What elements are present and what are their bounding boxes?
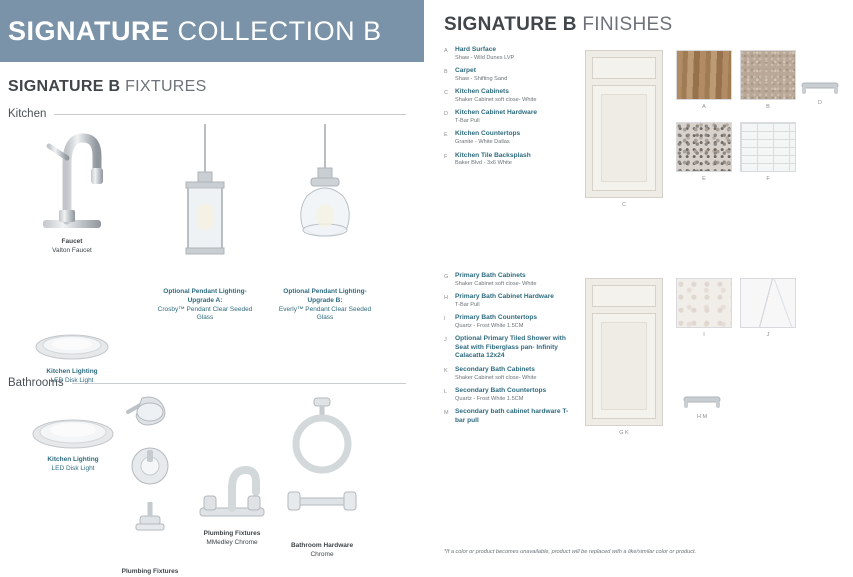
spec-key: L — [444, 389, 448, 396]
spec-sub: Shaker Cabinet soft close- White — [455, 280, 537, 287]
fixture-caption-pendant-b — [270, 288, 380, 323]
fixture-caption-lav-faucet — [186, 530, 278, 548]
spec-sub: T-Bar Pull — [455, 117, 480, 124]
spec-sub: Shaw - Wild Dunes LVP — [455, 54, 515, 61]
spec-key: D — [444, 111, 448, 118]
spec-key: C — [444, 90, 448, 97]
swatch-label-i: I — [703, 332, 705, 338]
spec-name: Secondary Bath Cabinets — [455, 366, 535, 374]
footnote: *If a color or product becomes unavailable, product will be replaced with a like/similar color or product. — [444, 549, 697, 555]
swatch-bath-cabinet — [585, 278, 663, 426]
spec-key: H — [444, 295, 448, 302]
page-title — [0, 16, 382, 47]
spec-name: Optional Primary Tiled Shower with Seat with Fiberglass pan- Infinity Calacatta 12x24 — [455, 335, 566, 360]
fixtures-title-bold: SIGNATURE B — [8, 78, 121, 95]
swatch-label-b: B — [766, 104, 770, 110]
swatch-label-f: F — [766, 176, 770, 182]
shower-trim-icon — [114, 390, 186, 562]
spec-name: Primary Bath Cabinets — [455, 272, 526, 279]
swatch-quartz-frost-white — [676, 278, 732, 328]
fixture-tile-plumbing-trim — [100, 390, 200, 577]
swatch-carpet — [740, 50, 796, 100]
towel-ring-icon — [282, 392, 362, 538]
t-bar-pull-icon — [680, 390, 724, 410]
swatch-backsplash — [740, 122, 796, 172]
spec-row — [444, 67, 574, 83]
bath-hardware-title: Bathroom Hardware — [290, 542, 354, 549]
page-title-light: COLLECTION B — [177, 15, 382, 46]
disk-light-icon — [32, 330, 112, 364]
spec-sub: T-Bar Pull — [455, 301, 480, 308]
spec-key: B — [444, 69, 448, 76]
page-title-bold: SIGNATURE — [8, 15, 170, 46]
spec-key: I — [444, 316, 446, 323]
finishes-title-light: FINISHES — [582, 14, 673, 35]
fixture-tile-bath-hardware — [272, 392, 372, 560]
spec-name: Hard Surface — [455, 46, 497, 53]
spec-row — [444, 408, 574, 425]
spec-row — [444, 130, 574, 146]
fixture-caption-pendant-a — [150, 288, 260, 323]
swatch-label-hm: H M — [696, 414, 708, 420]
cabinet-drawer — [592, 57, 656, 79]
cabinet-door — [592, 85, 656, 191]
bath-light-sub: LED Disk Light — [51, 464, 95, 472]
swatch-granite — [676, 122, 732, 172]
spec-key: F — [444, 153, 448, 160]
swatch-label-e: E — [702, 176, 706, 182]
kitchen-subhead-row — [0, 108, 424, 120]
kitchen-light-sub: LED Disk Light — [50, 376, 94, 384]
spec-sub: Quartz - Frost White 1.5CM — [455, 395, 524, 402]
spec-name: Carpet — [455, 67, 476, 75]
spec-name: Kitchen Countertops — [455, 130, 521, 138]
swatch-kitchen-cabinet — [585, 50, 663, 198]
fixture-caption-kitchen-light — [22, 368, 122, 386]
spec-name: Secondary bath cabinet hardware T-bar pull — [455, 408, 569, 424]
swatch-label-d: D — [818, 100, 822, 106]
spec-name: Primary Bath Countertops — [455, 314, 538, 322]
spec-row — [444, 314, 574, 330]
pendant-a-title: Optional Pendant Lighting- Upgrade A: — [163, 288, 247, 304]
swatch-label-c: C — [622, 202, 626, 208]
spec-key: G — [444, 274, 449, 280]
spec-name: Kitchen Tile Backsplash — [455, 151, 531, 159]
spec-name: Kitchen Cabinets — [455, 88, 509, 96]
cabinet-door — [592, 313, 656, 419]
fixture-tile-pendant-a — [150, 124, 260, 323]
lav-faucet-icon — [194, 452, 270, 526]
spec-row — [444, 88, 574, 104]
pendant-a-icon — [170, 124, 240, 284]
cabinet-drawer — [592, 285, 656, 307]
spec-sub: Granite - White Dallas — [455, 139, 510, 145]
fixture-caption-plumbing-trim — [100, 568, 200, 577]
finishes-title — [444, 14, 853, 36]
swatch-label-a: A — [702, 104, 706, 110]
spec-sub: Shaker Cabinet soft close- White — [455, 96, 537, 103]
spec-key: J — [444, 337, 447, 344]
spec-key: K — [444, 368, 448, 375]
kitchen-subhead: Kitchen — [8, 108, 47, 120]
swatch-label-j: J — [766, 332, 770, 338]
fixture-tile-lav-faucet — [186, 452, 278, 548]
bath-hardware-sub: Chrome — [310, 550, 334, 558]
t-bar-pull-icon — [798, 76, 842, 96]
finishes-column — [430, 0, 853, 569]
spec-key: E — [444, 132, 448, 139]
spec-key: M — [444, 410, 449, 417]
spec-row — [444, 335, 574, 361]
spec-sub: Baker Blvd - 3x6 White — [455, 160, 512, 167]
spec-row — [444, 366, 574, 382]
spec-name: Secondary Bath Countertops — [455, 387, 547, 395]
plumbing-trim-title: Plumbing Fixtures — [121, 568, 179, 575]
page-banner — [0, 0, 424, 62]
lav-faucet-sub: MMedley Chrome — [206, 538, 258, 546]
swatch-label-gk: G K — [619, 430, 629, 436]
spec-sub: Shaker Cabinet soft close- White — [455, 374, 537, 381]
pendant-b-sub: Everly™ Pendant Clear Seeded Glass — [278, 305, 372, 322]
swatch-lvp — [676, 50, 732, 100]
fixtures-section-title — [0, 78, 424, 96]
fixtures-title-light: FIXTURES — [125, 78, 207, 95]
spec-row — [444, 46, 574, 62]
pendant-a-sub: Crosby™ Pendant Clear Seeded Glass — [157, 305, 253, 322]
spec-list-top — [444, 46, 574, 173]
spec-row — [444, 387, 574, 403]
pendant-b-title: Optional Pendant Lighting- Upgrade B: — [283, 288, 367, 304]
kitchen-rule — [54, 114, 406, 115]
spec-row — [444, 272, 574, 288]
pendant-b-icon — [285, 124, 365, 284]
spec-sub: Shaw - Shifting Sand — [455, 75, 508, 82]
bathrooms-subhead: Bathrooms — [8, 377, 64, 389]
spec-name: Kitchen Cabinet Hardware — [455, 109, 538, 117]
lav-faucet-title: Plumbing Fixtures — [203, 530, 261, 537]
spec-key: A — [444, 48, 448, 54]
fixture-tile-kitchen-light — [22, 330, 122, 386]
finishes-title-bold: SIGNATURE B — [444, 14, 577, 35]
fixtures-column — [0, 62, 424, 575]
spec-list-bottom — [444, 272, 574, 430]
faucet-title: Faucet — [61, 238, 83, 245]
kitchen-light-title: Kitchen Lighting — [46, 368, 98, 375]
fixture-tile-faucet — [22, 124, 122, 256]
fixture-caption-faucet — [22, 238, 122, 256]
fixture-caption-bath-hardware — [272, 542, 372, 560]
faucet-sub: Valton Faucet — [52, 246, 92, 254]
spec-row — [444, 109, 574, 125]
bath-light-title: Kitchen Lighting — [47, 456, 99, 463]
faucet-icon — [37, 124, 107, 234]
spec-name: Primary Bath Cabinet Hardware — [455, 293, 554, 301]
fixture-tile-pendant-b — [270, 124, 380, 323]
swatch-calacatta — [740, 278, 796, 328]
spec-sub: Quartz - Frost White 1.5CM — [455, 322, 524, 329]
spec-row — [444, 293, 574, 309]
spec-row — [444, 152, 574, 168]
